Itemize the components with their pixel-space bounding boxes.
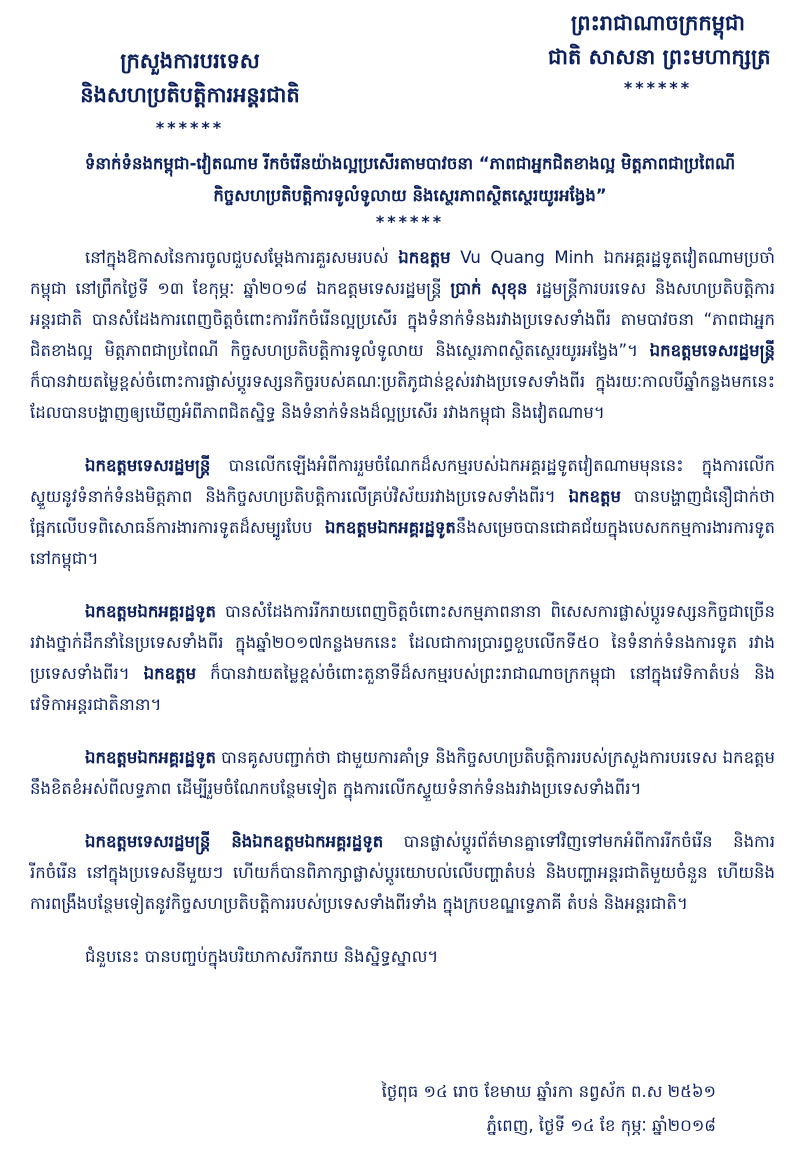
paragraph-text: រដ្ឋមន្រ្តីការបរទេស និងសហប្រតិបត្តិការអន្តរជាតិ បានសំដែងការពេញចិត្តចំពោះការរីកចំរើនល្អប្រសើរ ក្នុងទំនាក់ទំនងរវាងប្រទេសទាំងពីរ តាមបាវចនា “ភាពជាអ្នកជិតខាងល្អ មិត្តភាពជាប្រពៃណី កិច្ចសហប្រតិបត្តិការទូលំទូលាយ និងស្ថេរភាពស្ថិតស្ថេរយូរអង្វែង”។	[30, 279, 775, 360]
bold-title: ឯកឧត្តមទេសរដ្ឋមន្រ្តី និងឯកឧត្តមឯកអគ្គរដ្ឋទូត	[85, 832, 384, 851]
paragraph-5	[30, 826, 775, 919]
bold-title: ឯកឧត្តម	[143, 664, 197, 683]
bold-title: ឯកឧត្តម	[398, 248, 451, 267]
paragraph-text: បានគូសបញ្ជាក់ថា ជាមួយការគាំទ្រ និងកិច្ចសហប្រតិបត្តិការរបស់ក្រសួងការបរទេស ឯកឧត្តមនឹងខិតខំអស់ពីលទ្ធភាព ដើម្បីរួមចំណែកបន្ថែមទៀត ក្នុងការលើកស្ទួយទំនាក់ទំនងរវាងប្រទេសទាំងពីរ។	[30, 748, 776, 798]
bold-title: ឯកឧត្តមឯកអគ្គរដ្ឋទូត	[85, 602, 216, 621]
document-body	[30, 242, 775, 994]
closing-paragraph: ជំនួបនេះ បានបញ្ចប់ក្នុងបរិយាកាសរីករាយ និងស្និទ្ធស្នាល។	[85, 947, 439, 966]
bold-title: ឯកឧត្តមទេសរដ្ឋមន្រ្តី	[649, 341, 775, 360]
paragraph-4	[30, 742, 775, 804]
kingdom-header	[548, 6, 771, 97]
paragraph-text: ក៏បានវាយតម្លៃខ្ពស់ចំពោះការផ្លាស់ប្តូរទស្សនកិច្ចរបស់គណៈប្រតិភូជាន់ខ្ពស់រវាងប្រទេសទាំងពីរ ក្នុងរយៈកាលបីឆ្នាំកន្លងមកនេះ ដែលបានបង្ហាញឲ្យឃើញអំពីភាពជិតស្និទ្ធ និងទំនាក់ទំនងដ៏ល្អប្រសើរ រវាងកម្ពុជា និងវៀតណាម។	[30, 372, 775, 422]
lunar-date: ថ្ងៃពុធ ១៤ រោច ខែមាឃ ឆ្នាំរកា នព្វស័ក ព.ស ២៥៦១	[381, 1082, 716, 1101]
bold-title: ឯកឧត្តម	[568, 487, 621, 506]
bold-title: ឯកឧត្តមឯកអគ្គរដ្ឋទូត	[324, 518, 456, 537]
place-date: ភ្នំពេញ, ថ្ងៃទី ១៤ ខែ កុម្ភៈ ឆ្នាំ២០១៨	[486, 1116, 716, 1135]
press-release-title	[30, 148, 790, 230]
paragraph-text: បានបង្ហាញជំនឿជាក់ថា ផ្អែកលើបទពិសោធន៍ការងារការទូតដ៏សម្បូរបែប	[30, 487, 775, 537]
ministry-header	[70, 44, 310, 136]
title-line-1: ទំនាក់ទំនងកម្ពុជា-វៀតណាម រីកចំរើនយ៉ាងល្អប្រសើរតាមបាវចនា “ភាពជាអ្នកជិតខាងល្អ មិត្តភាពជាប្រពៃណី	[84, 154, 736, 173]
ministry-subtitle: និងសហប្រតិបត្តិការអន្តរជាតិ	[80, 83, 300, 107]
paragraph-2	[30, 450, 775, 574]
paragraph-text: ក៏បានវាយតម្លៃខ្ពស់ចំពោះតួនាទីដ៏សកម្មរបស់ព្រះរាជាណាចក្រកម្ពុជា នៅក្នុងវេទិកាតំបន់ និងវេទិកាអន្តរជាតិនានា។	[30, 664, 776, 714]
paragraph-text: Vu Quang Minh ឯកអគ្គរដ្ឋទូតវៀតណាមប្រចាំកម្ពុជា នៅព្រឹកថ្ងៃទី ១៣ ខែកុម្ភៈ ឆ្នាំ២០១៨ ឯកឧត្តមទេសរដ្ឋមន្រ្តី	[30, 248, 775, 298]
title-stars: ******	[375, 212, 445, 231]
title-line-2: កិច្ចសហប្រតិបត្តិការទូលំទូលាយ និងស្ថេរភាពស្ថិតស្ថេរយូរអង្វែង”	[213, 186, 607, 205]
ministry-name: ក្រសួងការបរទេស	[120, 49, 260, 73]
date-footer	[382, 1075, 716, 1143]
paragraph-text: បានផ្លាស់ប្តូរព័ត៌មានគ្នាទៅវិញទៅមកអំពីការរីកចំរើន និងការរីកចំរើន នៅក្នុងប្រទេសនីមួយៗ ហើយក៏បានពិភាក្សាផ្លាស់ប្តូរយោបល់លើបញ្ហាតំបន់ និងបញ្ហាអន្តរជាតិមួយចំនួន ហើយនិងការពង្រឹងបន្ថែមទៀតនូវកិច្ចសហប្រតិបត្តិការរបស់ប្រទេសទាំងពីរទាំង ក្នុងក្របខណ្ឌទ្វេភាគី តំបន់ និងអន្តរជាតិ។	[30, 832, 775, 913]
bold-title: ឯកឧត្តមឯកអគ្គរដ្ឋទូត	[85, 748, 216, 767]
paragraph-text: នៅក្នុងឱកាសនៃការចូលជួបសម្តែងការគួរសមរបស់	[85, 248, 399, 267]
paragraph-text: នឹងសម្រេចបានជោគជ័យក្នុងបេសកកម្មការងារការទូតនៅកម្ពុជា។	[30, 518, 775, 568]
bold-title: ឯកឧត្តមទេសរដ្ឋមន្រ្តី	[85, 456, 211, 475]
kingdom-name: ព្រះរាជាណាចក្រកម្ពុជា	[570, 11, 745, 35]
bold-name: ប្រាក់ សុខុន	[450, 279, 528, 298]
ministry-stars: ******	[155, 118, 225, 137]
kingdom-stars: ******	[623, 78, 693, 97]
kingdom-motto: ជាតិ សាសនា ព្រះមហាក្សត្រ	[548, 45, 771, 69]
paragraph-3	[30, 596, 775, 720]
paragraph-text: បានសំដែងការរីករាយពេញចិត្តចំពោះសកម្មភាពនានា ពិសេសការផ្លាស់ប្តូរទស្សនកិច្ចជាច្រើន រវាងថ្នាក់ដឹកនាំនៃប្រទេសទាំងពីរ ក្នុងឆ្នាំ២០១៧កន្លងមកនេះ ដែលជាការប្រារព្ធខួបលើកទី៥០ នៃទំនាក់ទំនងការទូត រវាងប្រទេសទាំងពីរ។	[30, 602, 775, 683]
paragraph-text: បានលើកឡើងអំពីការរួមចំណែកដ៏សកម្មរបស់ឯកអគ្គរដ្ឋទូតវៀតណាមមុននេះ ក្នុងការលើកស្ទួយនូវទំនាក់ទំនងមិត្តភាព និងកិច្ចសហប្រតិបត្តិការលើគ្រប់វិស័យរវាងប្រទេសទាំងពីរ។	[30, 456, 775, 506]
paragraph-1	[30, 242, 775, 428]
